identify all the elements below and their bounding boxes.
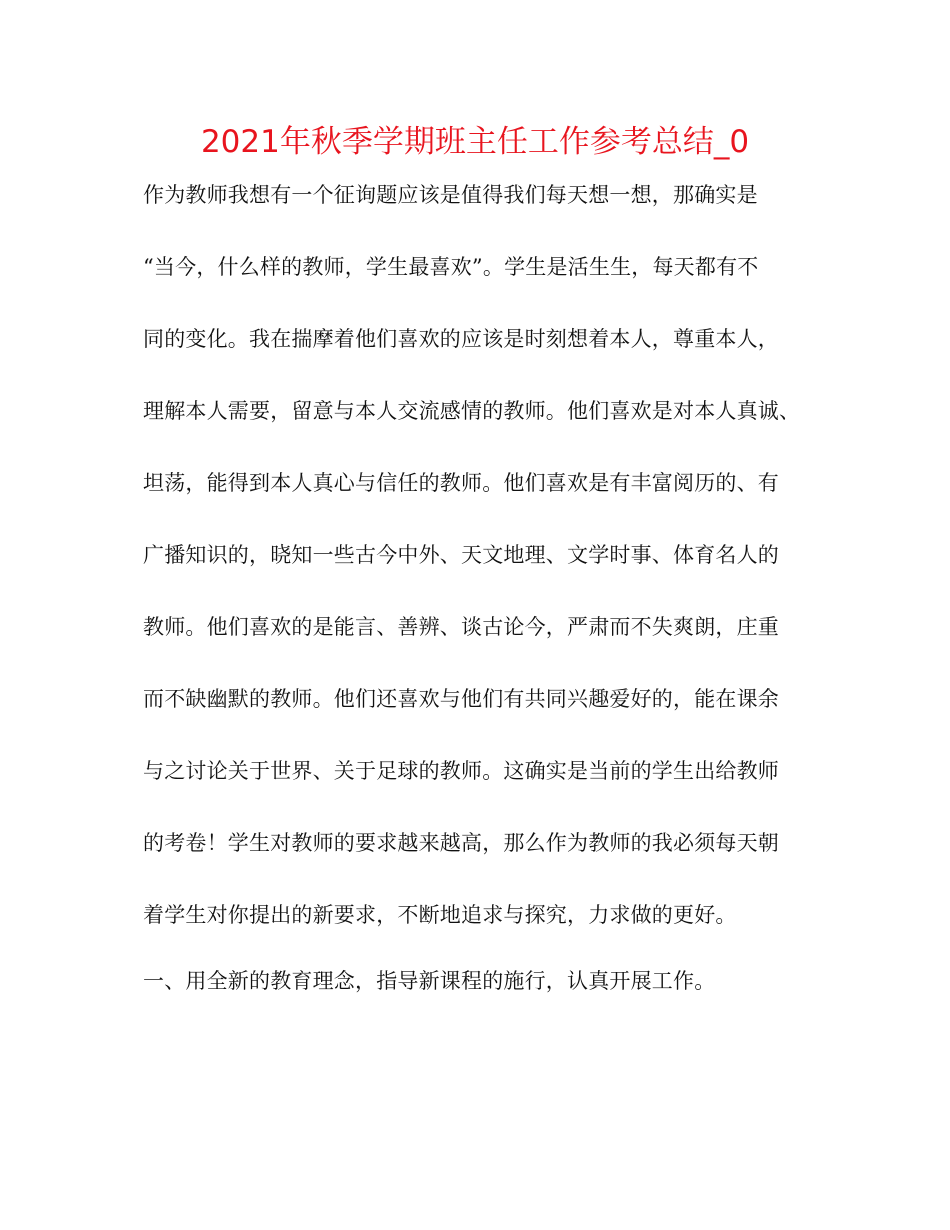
paragraph-line: 作为教师我想有一个征询题应该是值得我们每天想一想，那确实是: [143, 183, 758, 207]
document-title: 2021年秋季学期班主任工作参考总结_0: [200, 124, 750, 160]
section-heading: 一、用全新的教育理念，指导新课程的施行，认真开展工作。: [143, 969, 716, 993]
paragraph-line: 坦荡，能得到本人真心与信任的教师。他们喜欢是有丰富阅历的、有: [143, 471, 779, 495]
paragraph-line: 广播知识的，晓知一些古今中外、天文地理、文学时事、体育名人的: [143, 543, 779, 567]
body-paragraph: [143, 172, 823, 938]
paragraph-line: 的考卷！学生对教师的要求越来越高，那么作为教师的我必须每天朝: [143, 831, 779, 855]
paragraph-line: 而不缺幽默的教师。他们还喜欢与他们有共同兴趣爱好的，能在课余: [143, 687, 779, 711]
paragraph-line: 理解本人需要，留意与本人交流感情的教师。他们喜欢是对本人真诚、: [143, 399, 801, 423]
paragraph-line: 着学生对你提出的新要求，不断地追求与探究，力求做的更好。: [143, 903, 737, 927]
paragraph-line: “当今，什么样的教师，学生最喜欢”。学生是活生生，每天都有不: [143, 255, 759, 279]
paragraph-line: 与之讨论关于世界、关于足球的教师。这确实是当前的学生出给教师: [143, 759, 779, 783]
paragraph-line: 同的变化。我在揣摩着他们喜欢的应该是时刻想着本人，尊重本人，: [143, 327, 779, 351]
paragraph-line: 教师。他们喜欢的是能言、善辨、谈古论今，严肃而不失爽朗，庄重: [143, 615, 779, 639]
